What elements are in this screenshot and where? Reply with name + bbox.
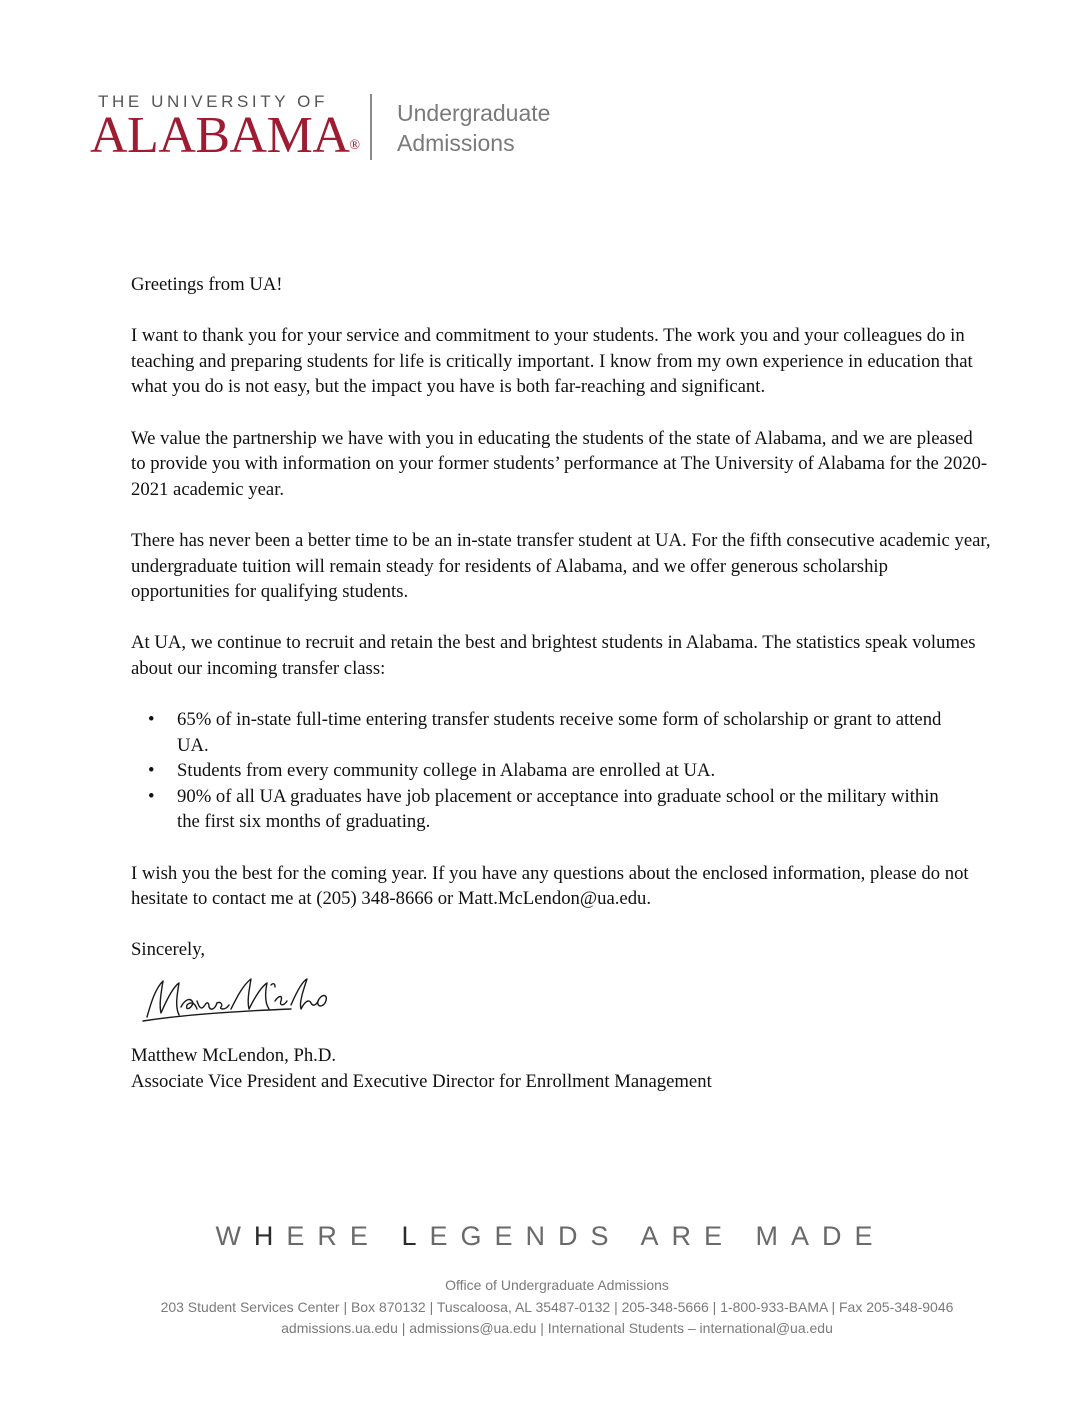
department-line-1: Undergraduate — [397, 100, 551, 126]
bullet-icon: • — [148, 785, 155, 807]
greeting: Greetings from UA! — [131, 274, 283, 295]
paragraph-statistics: At UA, we continue to recruit and retain the best and brightest students in Alabama. The statistics speak volumes about our incoming transfer class: — [131, 632, 976, 679]
bullet-icon: • — [148, 709, 155, 731]
closing-paragraph: I wish you the best for the coming year. If you have any questions about the enclosed information, please do not hesitate to contact me at (205) 348-8666 or Matt.McLendon@ua.edu. — [131, 862, 969, 910]
paragraph-transfer: There has never been a better time to be an in-state transfer student at UA. For the fifth consecutive academic year, undergraduate tuition will remain steady for residents of Alabama, and we offer generous scholarship opportunities for qualifying students. — [131, 529, 991, 603]
signer-title: Associate Vice President and Executive Director for Enrollment Management — [131, 1070, 712, 1092]
signer-name: Matthew McLendon, Ph.D. — [131, 1045, 337, 1067]
tagline-part: W — [215, 1221, 254, 1251]
bullet-icon: • — [148, 760, 155, 782]
signature-image — [141, 971, 341, 1027]
footer — [0, 1275, 1088, 1340]
tagline — [0, 1221, 1088, 1252]
signer-block — [131, 1043, 991, 1094]
department-name — [397, 98, 550, 158]
footer-contacts: admissions.ua.edu | admissions@ua.edu | International Students – international@ua.edu — [281, 1320, 833, 1336]
list-item-text: 65% of in-state full-time entering transfer students receive some form of scholarship or grant to attend UA. — [177, 709, 942, 756]
footer-office: Office of Undergraduate Admissions — [445, 1277, 669, 1293]
list-item-text: Students from every community college in Alabama are enrolled at UA. — [177, 760, 716, 782]
alabama-wordmark — [90, 108, 360, 164]
tagline-part: EGENDS ARE MADE — [429, 1221, 886, 1251]
list-item — [131, 784, 951, 835]
department-line-2: Admissions — [397, 130, 515, 156]
letter-body — [131, 272, 991, 1094]
university-of-text: THE UNIVERSITY OF — [98, 92, 328, 111]
letterhead-divider — [370, 94, 372, 160]
footer-address: 203 Student Services Center | Box 870132 | Tuscaloosa, AL 35487-0132 | 205-348-5666 | 1-800-933-BAMA | Fax 205-348-9046 — [160, 1298, 954, 1315]
list-item — [131, 707, 951, 758]
paragraph-partnership: We value the partnership we have with you in educating the students of the state of Alabama, and we are pleased to provide you with information on your former students’ performance at The University of Alabama for the 2020-2021 academic year. — [131, 427, 988, 500]
alabama-text: ALABAMA — [90, 107, 350, 164]
list-item-text: 90% of all UA graduates have job placement or acceptance into graduate school or the military within the first six months of graduating. — [177, 785, 939, 833]
letterhead — [90, 88, 610, 168]
tagline-part: L — [401, 1221, 430, 1251]
registered-mark: ® — [349, 138, 360, 153]
signature — [131, 971, 991, 1043]
tagline-part: ERE — [286, 1221, 402, 1251]
paragraph-thanks: I want to thank you for your service and commitment to your students. The work you and your colleagues do in teaching and preparing students for life is critically important. I know from my own experience in education that what you do is not easy, but the impact you have is both far-reaching and significant. — [131, 325, 973, 398]
sign-off: Sincerely, — [131, 939, 206, 961]
tagline-part: H — [253, 1221, 287, 1251]
list-item — [131, 758, 951, 784]
statistics-list — [131, 707, 991, 835]
